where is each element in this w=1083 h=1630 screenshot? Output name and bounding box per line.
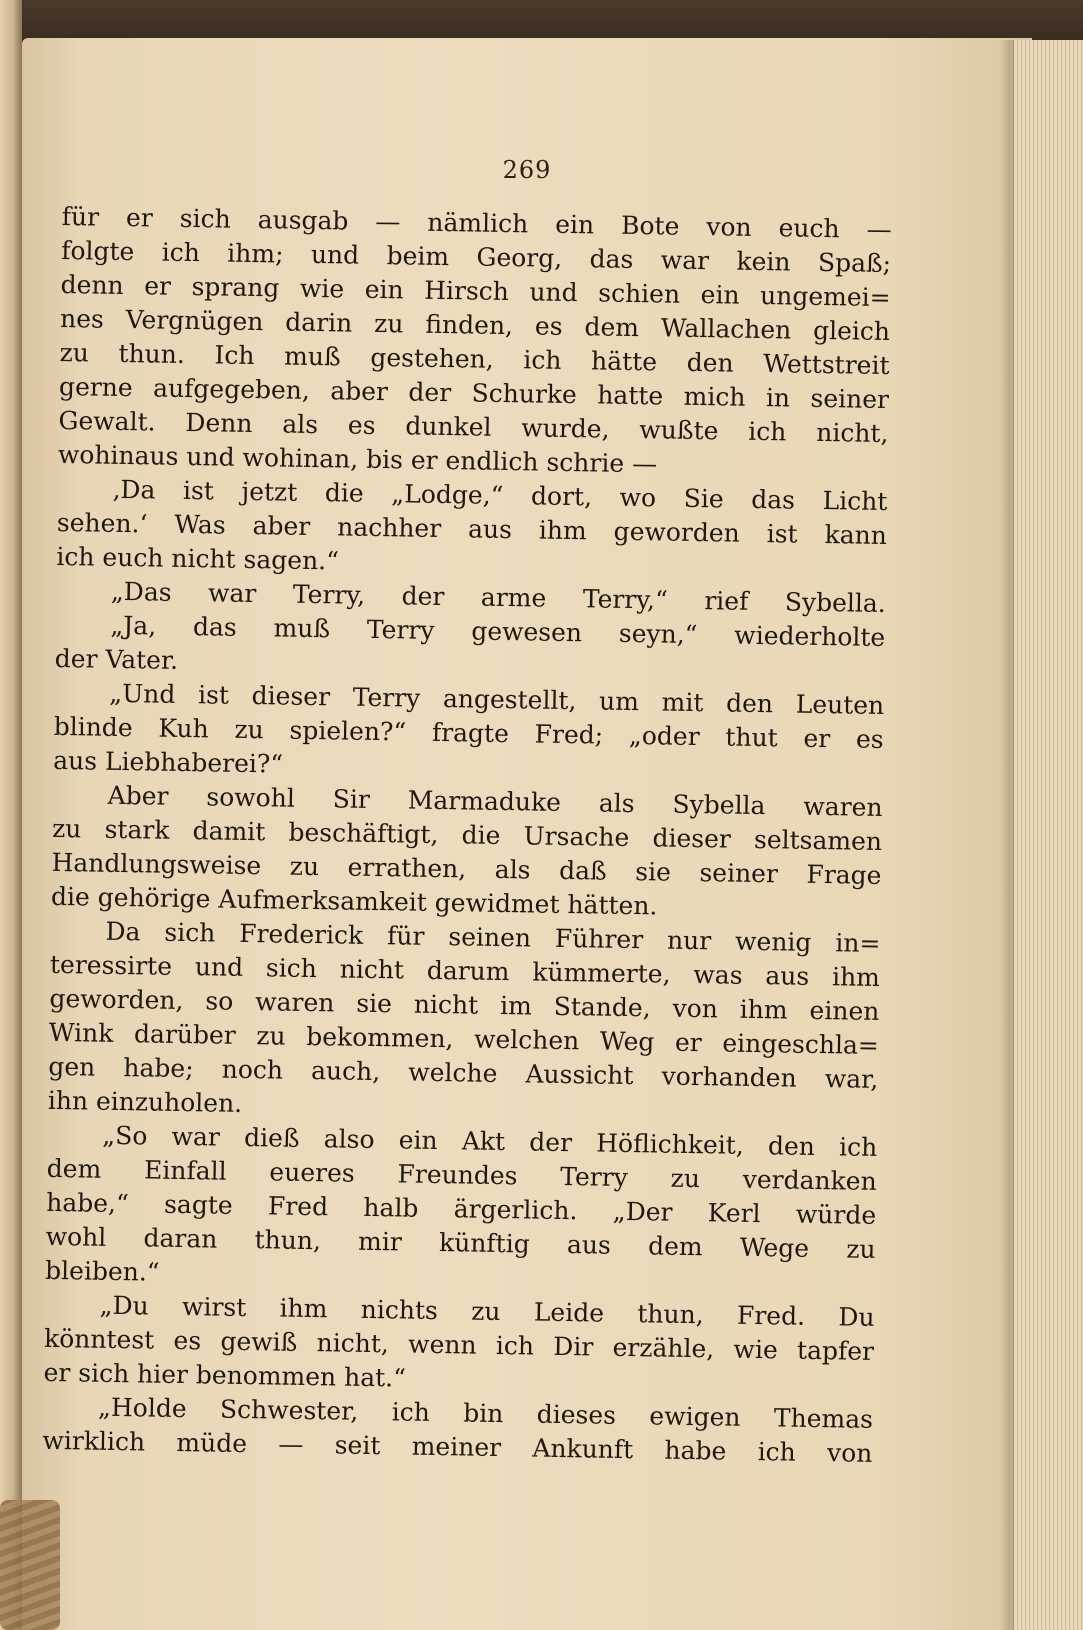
text-line: aus Liebhaberei?“ bbox=[52, 745, 284, 779]
left-page-edge bbox=[0, 0, 22, 1630]
text-line: nes Vergnügen darin zu finden, es dem Wallachen gleich bbox=[59, 303, 891, 347]
text-line: „So war dieß also ein Akt der Höflichkeit, den ich bbox=[102, 1120, 878, 1162]
text-line: Gewalt. Denn als es dunkel wurde, wußte ich nicht, bbox=[58, 405, 889, 449]
text-line: Aber sowohl Sir Marmaduke als Sybella waren bbox=[107, 780, 883, 822]
text-line: zu stark damit beschäftigt, die Ursache dieser seltsamen bbox=[51, 813, 883, 856]
text-line: „Das war Terry, der arme Terry,“ rief Sybella. bbox=[110, 576, 886, 618]
text-line: gerne aufgegeben, aber der Schurke hatte mich in seiner bbox=[58, 371, 890, 415]
text-line: Handlungsweise zu errathen, als daß sie seiner Frage bbox=[51, 847, 882, 890]
text-line: blinde Kuh zu spielen?“ fragte Fred; „oder thut er es bbox=[53, 711, 884, 754]
book-cover-top bbox=[0, 0, 1083, 42]
page-body-text bbox=[42, 200, 892, 1471]
text-line: zu thun. Ich muß gestehen, ich hätte den Wettstreit bbox=[59, 337, 890, 381]
text-line: ihn einzuholen. bbox=[47, 1085, 243, 1118]
text-line: folgte ich ihm; und beim Georg, das war kein Spaß; bbox=[60, 235, 892, 279]
text-line: die gehörige Aufmerksamkeit gewidmet hätten. bbox=[50, 881, 658, 921]
text-line: wirklich müde — seit meiner Ankunft habe ich von bbox=[42, 1425, 873, 1468]
text-line: der Vater. bbox=[54, 643, 179, 675]
text-line: Wink darüber zu bekommen, welchen Weg er eingeschla= bbox=[48, 1017, 880, 1060]
text-line: könntest es gewiß nicht, wenn ich Dir erzähle, wie tapfer bbox=[43, 1323, 875, 1366]
text-line: „Ja, das muß Terry gewesen seyn,“ wiederholte bbox=[110, 610, 886, 652]
page-number: 269 bbox=[502, 156, 552, 184]
fore-edge-shadow bbox=[1000, 40, 1014, 1630]
text-line: dem Einfall eueres Freundes Terry zu verdanken bbox=[46, 1153, 877, 1196]
text-line: habe,“ sagte Fred halb ärgerlich. „Der Kerl würde bbox=[46, 1187, 877, 1230]
text-line: denn er sprang wie ein Hirsch und schien ein ungemei= bbox=[60, 269, 891, 313]
text-line: sehen.‘ Was aber nachher aus ihm geworden ist kann bbox=[56, 507, 888, 550]
text-line: ich euch nicht sagen.“ bbox=[56, 541, 340, 576]
page-fore-edge bbox=[1010, 40, 1083, 1630]
text-line: geworden, so waren sie nicht im Stande, von ihm einen bbox=[49, 983, 880, 1026]
text-line: „Und ist dieser Terry angestellt, um mit den Leuten bbox=[109, 678, 885, 720]
bookmark-ribbon bbox=[0, 1500, 60, 1630]
text-line: Da sich Frederick für seinen Führer nur wenig in= bbox=[105, 916, 881, 958]
text-line: „Du wirst ihm nichts zu Leide thun, Fred. Du bbox=[99, 1290, 875, 1332]
text-line: gen habe; noch auch, welche Aussicht vorhanden war, bbox=[48, 1051, 879, 1094]
book-page bbox=[22, 38, 1032, 1630]
text-line: er sich hier benommen hat.“ bbox=[43, 1357, 407, 1393]
text-line: „Holde Schwester, ich bin dieses ewigen Themas bbox=[97, 1392, 874, 1434]
text-line: für er sich ausgab — nämlich ein Bote von euch — bbox=[61, 201, 892, 245]
text-line: bleiben.“ bbox=[44, 1255, 160, 1287]
text-line: wohl daran thun, mir künftig aus dem Wege zu bbox=[45, 1221, 876, 1264]
text-line: wohinaus und wohinan, bis er endlich schrie — bbox=[57, 439, 658, 479]
text-line: ‚Da ist jetzt die „Lodge,“ dort, wo Sie das Licht bbox=[112, 474, 888, 516]
text-line: teressirte und sich nicht darum kümmerte, was aus ihm bbox=[49, 949, 881, 992]
